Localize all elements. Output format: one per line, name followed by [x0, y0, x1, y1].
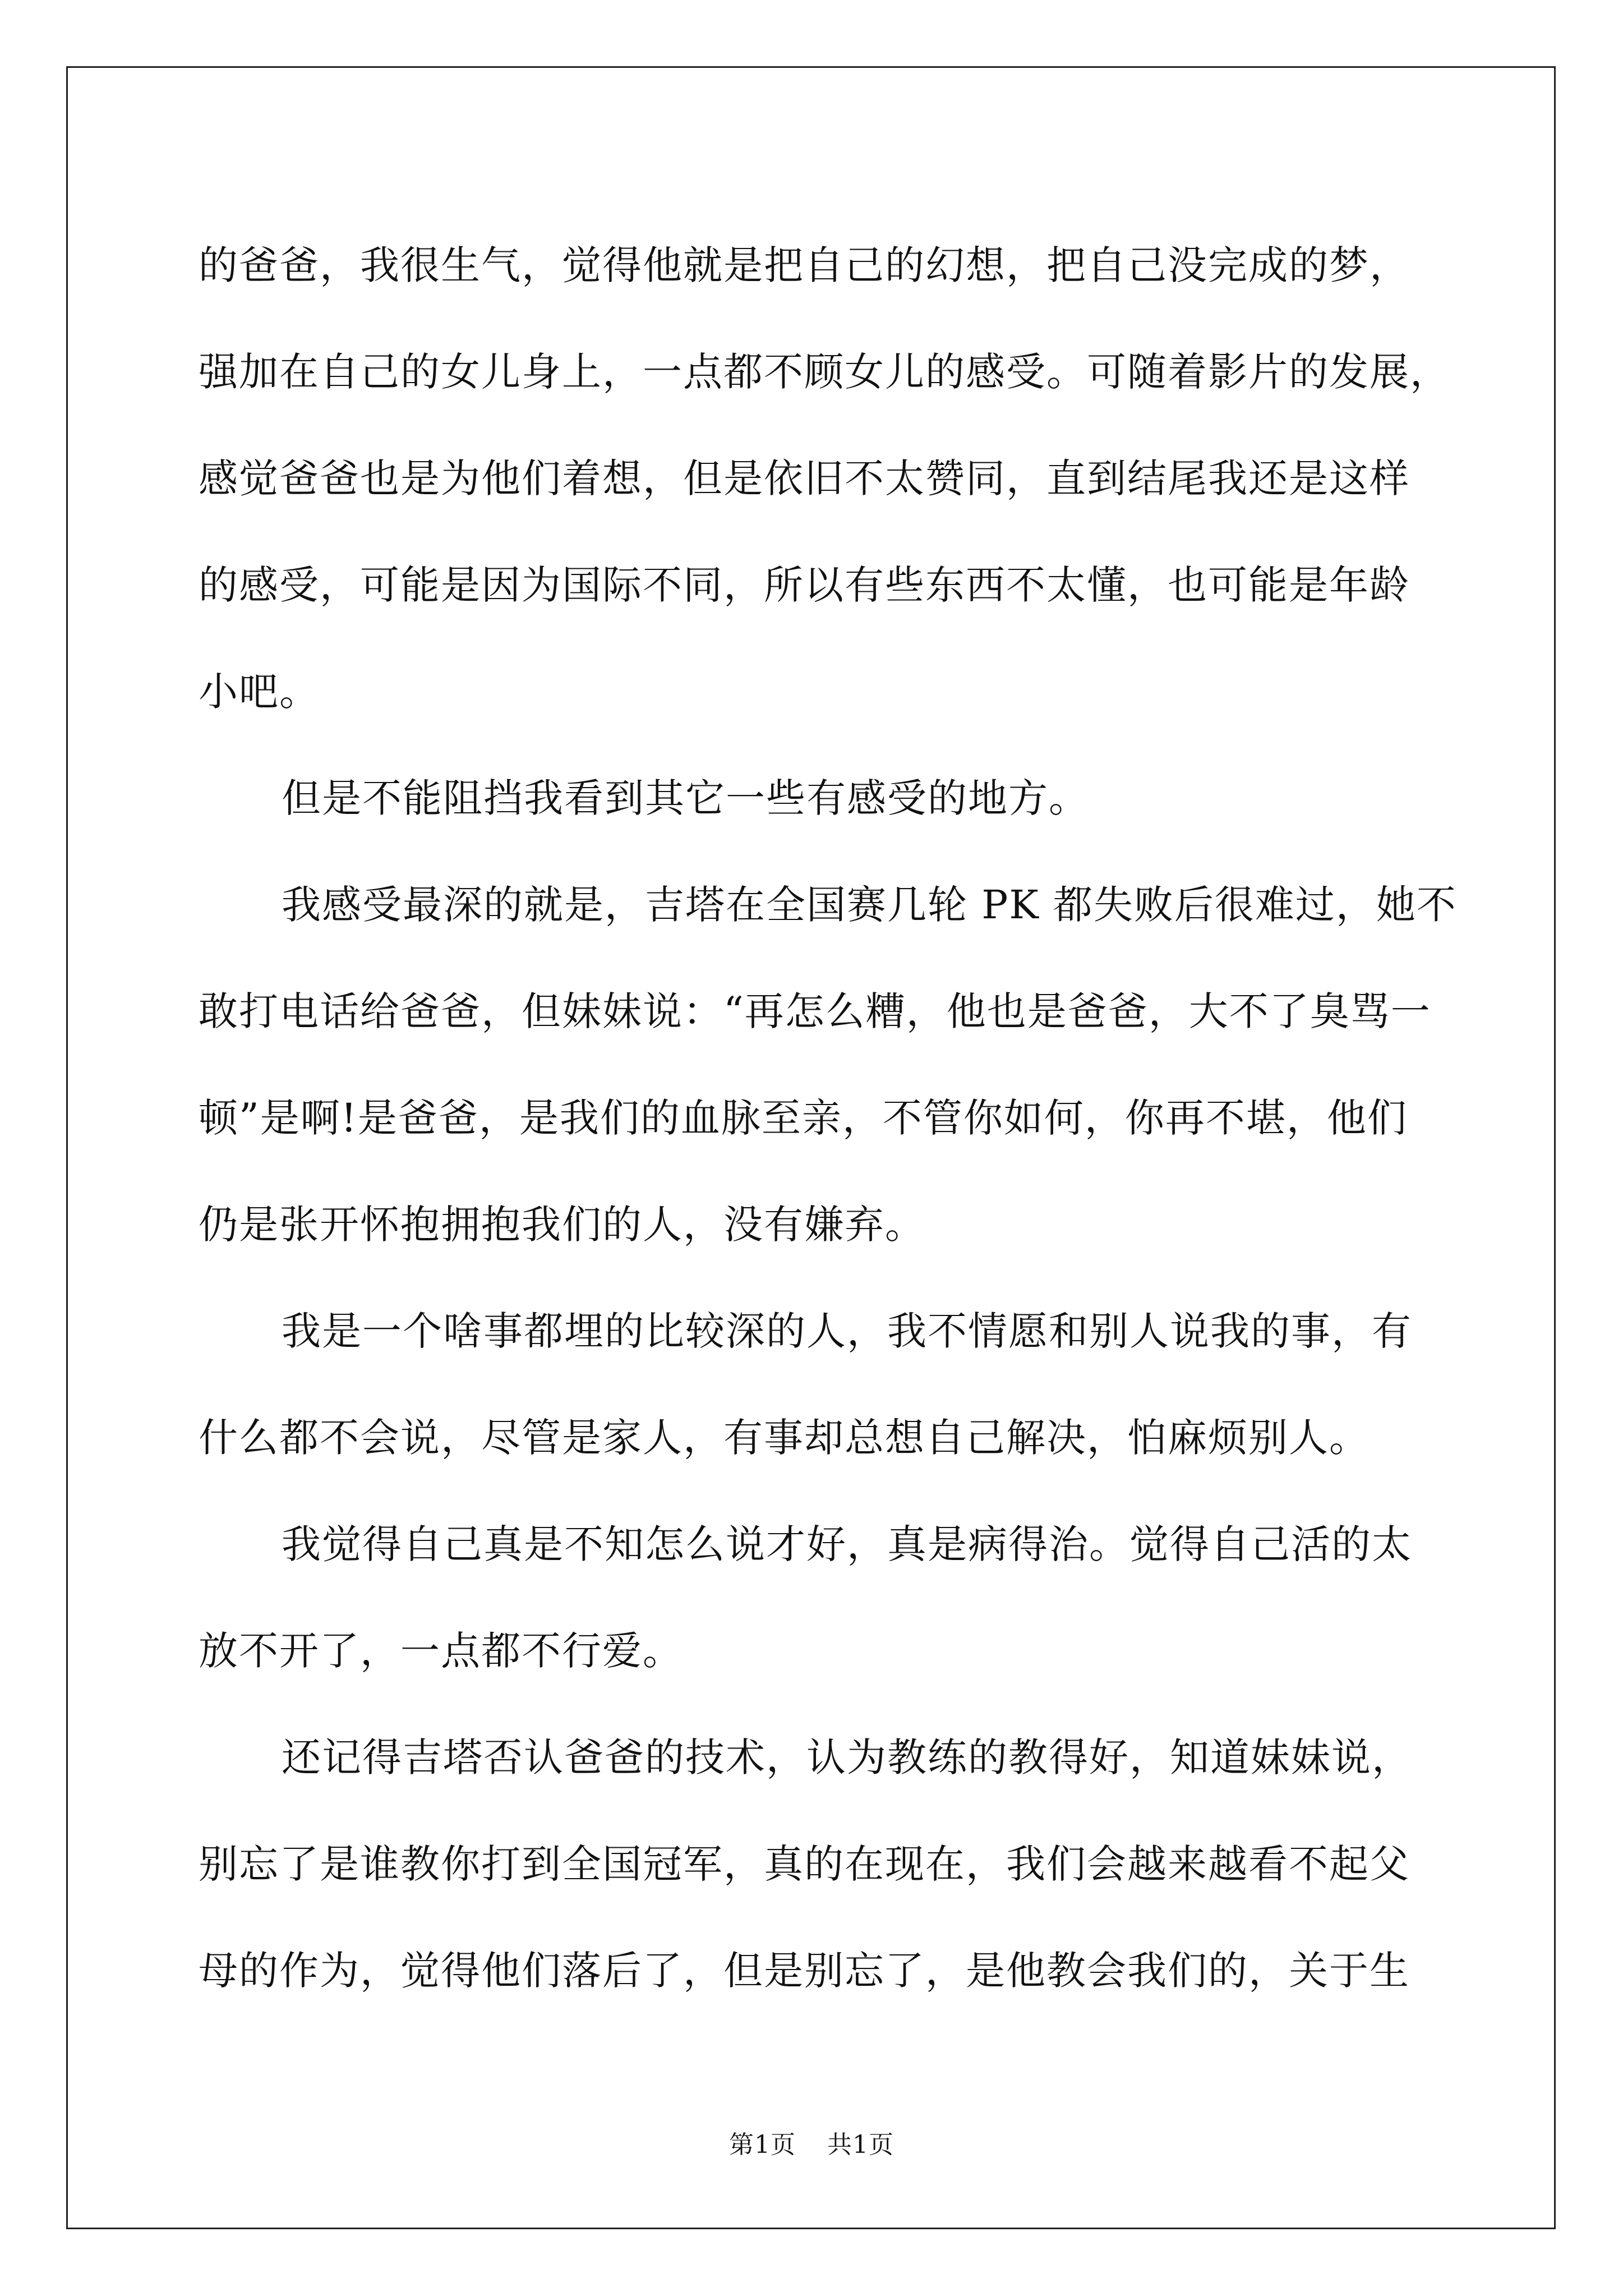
- text-line-1: 的爸爸，我很生气，觉得他就是把自己的幻想，把自己没完成的梦，: [199, 242, 1410, 288]
- document-body: [199, 212, 1457, 2024]
- page-total: 共1页: [827, 2131, 894, 2159]
- text-line-4: 的感受，可能是因为国际不同，所以有些东西不太懂，也可能是年龄: [199, 562, 1410, 608]
- page-footer: [0, 2128, 1623, 2162]
- text-line-9: 顿”是啊!是爸爸，是我们的血脉至亲，不管你如何，你再不堪，他们: [199, 1095, 1408, 1141]
- text-line-7: 我感受最深的就是，吉塔在全国赛几轮 PK 都失败后很难过，她不: [282, 882, 1457, 928]
- text-line-10: 仍是张开怀抱拥抱我们的人，没有嫌弃。: [199, 1202, 925, 1248]
- text-line-13: 我觉得自己真是不知怎么说才好，真是病得治。觉得自己活的太: [282, 1521, 1412, 1567]
- text-line-5: 小吧。: [199, 669, 320, 715]
- text-line-17: 母的作为，觉得他们落后了，但是别忘了，是他教会我们的，关于生: [199, 1948, 1410, 1994]
- text-line-14: 放不开了，一点都不行爱。: [199, 1628, 683, 1674]
- text-line-6: 但是不能阻挡我看到其它一些有感受的地方。: [282, 775, 1089, 821]
- text-line-15: 还记得吉塔否认爸爸的技术，认为教练的教得好，知道妹妹说，: [282, 1734, 1412, 1780]
- text-line-2: 强加在自己的女儿身上，一点都不顾女儿的感受。可随着影片的发展，: [199, 349, 1450, 395]
- text-line-3: 感觉爸爸也是为他们着想，但是依旧不太赞同，直到结尾我还是这样: [199, 455, 1410, 501]
- text-line-16: 别忘了是谁教你打到全国冠军，真的在现在，我们会越来越看不起父: [199, 1841, 1410, 1887]
- text-line-11: 我是一个啥事都埋的比较深的人，我不情愿和别人说我的事，有: [282, 1308, 1412, 1354]
- text-line-12: 什么都不会说，尽管是家人，有事却总想自己解决，怕麻烦别人。: [199, 1415, 1370, 1461]
- text-line-8: 敢打电话给爸爸，但妹妹说：“再怎么糟，他也是爸爸，大不了臭骂一: [199, 988, 1431, 1034]
- page-number: 第1页: [729, 2131, 796, 2159]
